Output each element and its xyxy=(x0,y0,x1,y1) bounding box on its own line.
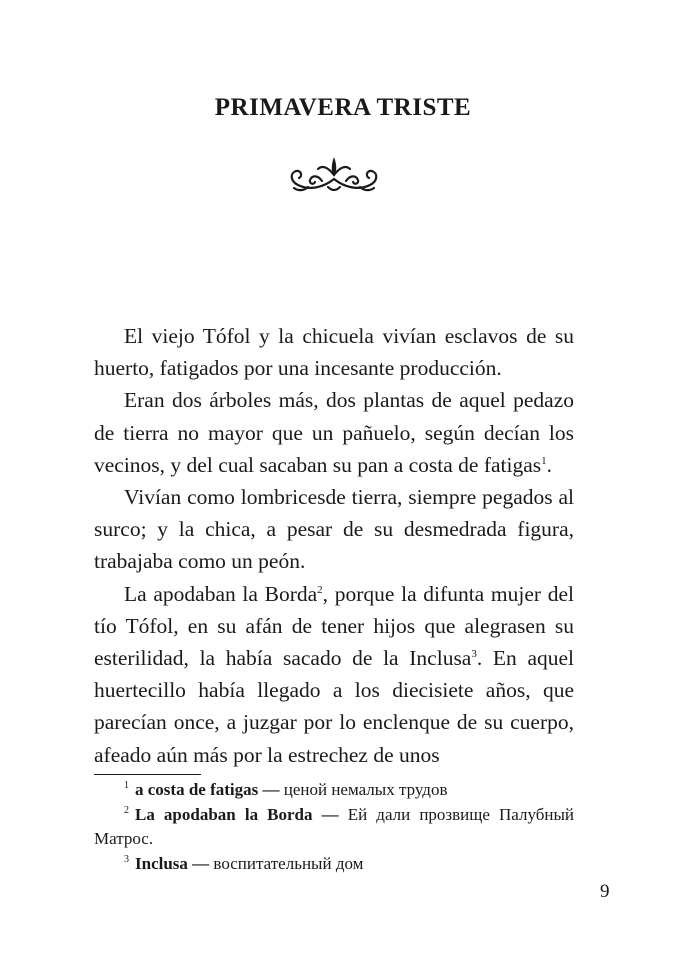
footnote-ref[interactable]: 2 xyxy=(317,583,323,596)
paragraph: Eran dos árboles más, dos plantas de aquel pedazo de tierra no mayor que un pañuelo, según decían los vecinos, y del cual sacaban su pan a costa de fatigas$^1$. xyxy=(94,388,574,477)
footnote-ref[interactable]: 1 xyxy=(541,454,547,467)
footnote-divider xyxy=(94,774,201,775)
footnote-ref[interactable]: 3 xyxy=(471,647,477,660)
footnote: $^1$ a costa de fatigas — ценой немалых трудов xyxy=(124,780,448,799)
paragraph: Vivían como lombricesde tierra, siempre pegados al surco; y la chica, a pesar de su desmedrada figura, trabajaba como un peón. xyxy=(94,485,574,574)
main-text xyxy=(94,320,574,771)
footnotes xyxy=(94,778,574,876)
page-number: 9 xyxy=(600,881,610,902)
footnote: $^2$ La apodaban la Borda — Ей дали прозвище Палубный Матрос. xyxy=(94,804,574,848)
footnote: $^3$ Inclusa — воспитательный дом xyxy=(124,853,364,873)
floral-scroll-ornament-icon xyxy=(284,153,384,197)
paragraph: La apodaban la Borda$^2$, porque la difunta mujer del tío Tófol, en su afán de tener hijos que alegrasen su esterilidad, la había sacado de la Inclusa$^3$. En aquel huertecillo había llegado a los diecisiete años, que parecían once, a juzgar por lo enclenque de su cuerpo, afeado aún más por la estrechez de unos xyxy=(94,581,574,767)
paragraph: El viejo Tófol y la chicuela vivían esclavos de su huerto, fatigados por una incesante producción. xyxy=(94,324,574,381)
chapter-title: PRIMAVERA TRISTE xyxy=(214,94,472,121)
